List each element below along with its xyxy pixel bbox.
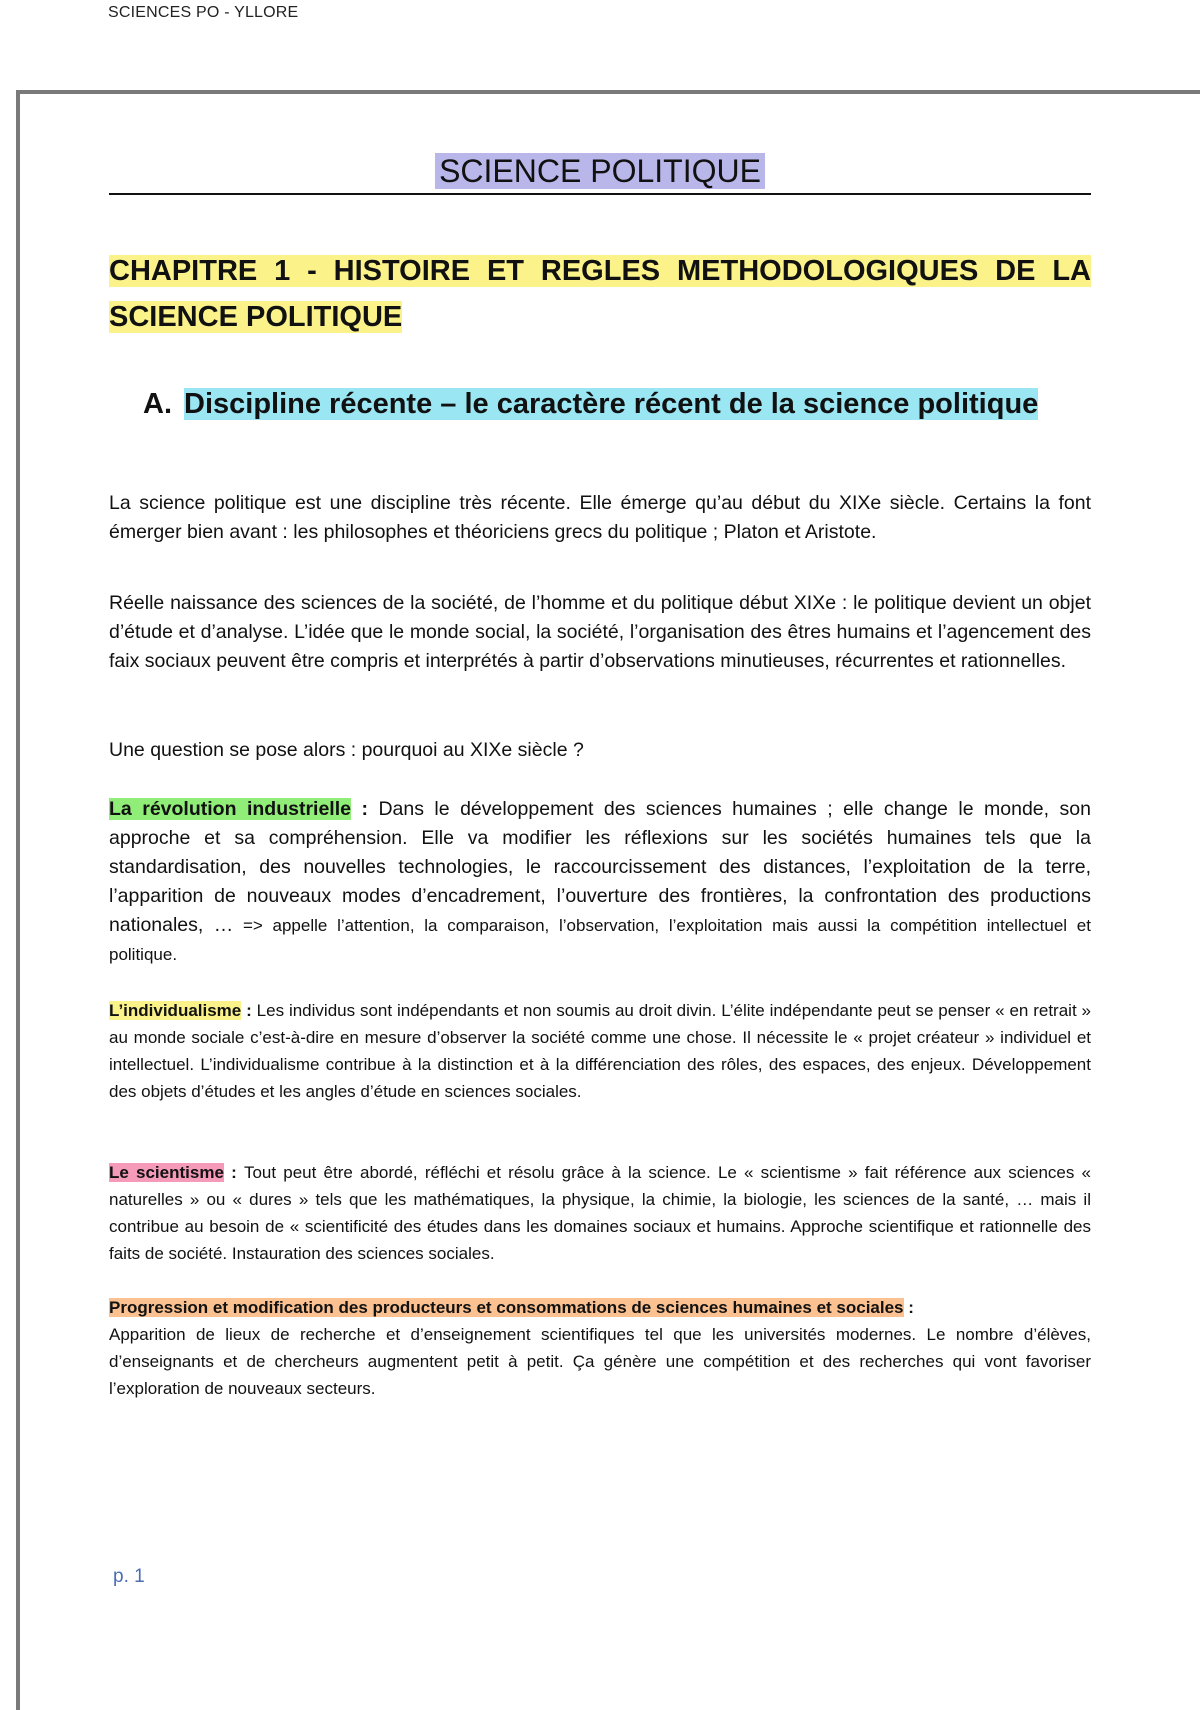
term-individualism: L’individualisme	[109, 1001, 242, 1020]
chapter-heading	[109, 248, 1091, 340]
chapter-heading-text: CHAPITRE 1 - HISTOIRE ET REGLES METHODOLOGIQUES DE LA SCIENCE POLITIQUE	[109, 255, 1091, 333]
paragraph-birth: Réelle naissance des sciences de la société, de l’homme et du politique début XIXe : le politique devient un objet d’étude et d’analyse. L’idée que le monde social, la société, l’organisation des êtres humains et l’agencement des faix sociaux peuvent être compris et interprétés à partir d’observations minutieuses, récurrentes et rationnelles.	[109, 592, 1091, 672]
page-number: p. 1	[113, 1566, 145, 1587]
paragraph-industrial-revolution	[109, 795, 1091, 969]
term-separator: :	[241, 1001, 257, 1020]
paragraph-scientism	[109, 1159, 1091, 1267]
term-separator: :	[350, 798, 379, 820]
header-label: SCIENCES PO - YLLORE	[108, 4, 299, 21]
section-heading	[143, 382, 1091, 427]
section-letter: A.	[143, 388, 172, 420]
industrial-text: Dans le développement des sciences humaines ; elle change le monde, son approche et sa compréhension. Elle va modifier les réflexions sur les sociétés humaines tels que la standardisation, des nouvelles technologies, le raccourcissement des distances, l’exploitation de la terre, l’apparition de nouveaux modes d’encadrement, l’ouverture des frontières, la confrontation des productions nationales, …	[109, 798, 1091, 936]
section-title: Discipline récente – le caractère récent de la science politique	[184, 388, 1039, 420]
section-title-wrap	[184, 382, 1091, 427]
term-separator: :	[223, 1163, 244, 1182]
term-progression: Progression et modification des producteurs et consommations de sciences humaines et sociales	[109, 1298, 904, 1317]
scientism-text: Tout peut être abordé, réfléchi et résolu grâce à la science. Le « scientisme » fait référence aux sciences « naturelles » ou « dures » tels que les mathématiques, la physique, la chimie, la biologie, les sciences de la santé, … mais il contribue au besoin de « scientificité des études dans les domaines sociaux et humains. Approche scientifique et rationnelle des faits de société. Instauration des sciences sociales.	[109, 1163, 1092, 1263]
paragraph-question: Une question se pose alors : pourquoi au XIXe siècle ?	[109, 739, 584, 761]
term-industrial-revolution: La révolution industrielle	[109, 798, 351, 820]
industrial-text-continued: => appelle l’attention, la comparaison, l’observation, l’exploitation mais aussi la compétition intellectuel et politique.	[109, 916, 1091, 964]
paragraph-intro: La science politique est une discipline très récente. Elle émerge qu’au début du XIXe siècle. Certains la font émerger bien avant : les philosophes et théoriciens grecs du politique ; Platon et Aristote.	[109, 492, 1091, 543]
paragraph-individualism	[109, 997, 1091, 1105]
individualism-text: Les individus sont indépendants et non soumis au droit divin. L’élite indépendante peut se penser « en retrait » au monde sociale c’est-à-dire en mesure d’observer la société comme une chose. Il nécessite le « projet créateur » individuel et intellectuel. L’individualisme contribue à la distinction et à la différenciation des rôles, des espaces, des enjeux. Développement des objets d’études et les angles d’étude en sciences sociales.	[109, 1001, 1092, 1101]
page-title-text: SCIENCE POLITIQUE	[435, 153, 765, 189]
page-title	[109, 150, 1091, 192]
title-underline	[109, 193, 1091, 195]
term-scientism: Le scientisme	[109, 1163, 224, 1182]
term-separator: :	[903, 1298, 914, 1317]
progression-text: Apparition de lieux de recherche et d’enseignement scientifiques tel que les universités modernes. Le nombre d’élèves, d’enseignants et de chercheurs augmentent petit à petit. Ça génère une compétition et des recherches qui vont favoriser l’exploration de nouveaux secteurs.	[109, 1325, 1091, 1398]
paragraph-progression	[109, 1294, 1091, 1402]
